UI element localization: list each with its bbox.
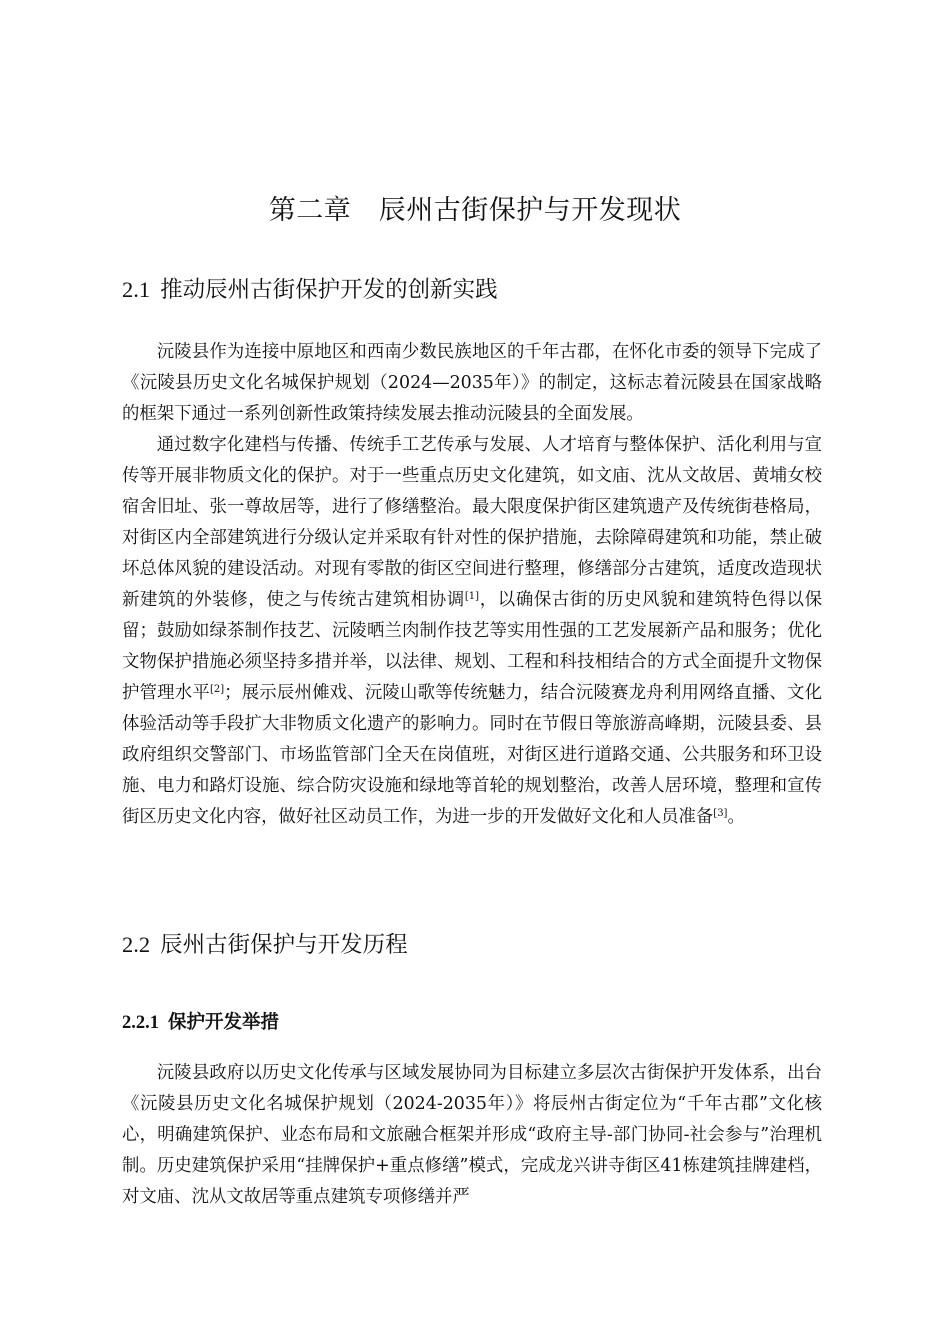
- citation-2: [2]: [209, 684, 225, 695]
- section-2-2-heading: [122, 927, 408, 959]
- subsection-2-2-1-title: 保护开发举措: [168, 1012, 280, 1033]
- paragraph-2-text-d: 。: [727, 807, 745, 827]
- paragraph-2-text-a: 通过数字化建档与传播、传统手工艺传承与发展、人才培育与整体保护、活化利用与宣传等开展非物质文化的保护。对于一些重点历史文化建筑，如文庙、沈从文故居、黄埔女校宿舍旧址、张一尊故居等，进行了修缮整治。最大限度保护街区建筑遗产及传统街巷格局，对街区内全部建筑进行分级认定并采取有针对性的保护措施，去除障碍建筑和功能，禁止破坏总体风貌的建设活动。对现有零散的街区空间进行整理，修缮部分古建筑，适度改造现状新建筑的外装修，使之与传统古建筑相协调: [122, 435, 822, 610]
- subsection-2-2-1-number: 2.2.1: [122, 1013, 159, 1033]
- paragraph-2-text-c: ；展示辰州傩戏、沅陵山歌等传统魅力，结合沅陵赛龙舟利用网络直播、文化体验活动等手段扩大非物质文化遗产的影响力。同时在节假日等旅游高峰期，沅陵县委、县政府组织交警部门、市场监管部门全天在岗值班，对街区进行道路交通、公共服务和环卫设施、电力和路灯设施、综合防灾设施和绿地等首轮的规划整治，改善人居环境，整理和宣传街区历史文化内容，做好社区动员工作，为进一步的开发做好文化和人员准备: [122, 683, 822, 827]
- section-2-2-number: 2.2: [122, 932, 151, 957]
- section-2-1-heading: [122, 272, 498, 304]
- section-2-1-title: 推动辰州古街保护开发的创新实践: [160, 277, 498, 303]
- citation-3: [3]: [713, 808, 728, 819]
- citation-1: [1]: [464, 591, 480, 602]
- section-2-2-title: 辰州古街保护与开发历程: [160, 932, 408, 958]
- section-2-1-number: 2.1: [122, 277, 151, 302]
- section-2-1-paragraph-1: 沅陵县作为连接中原地区和西南少数民族地区的千年古郡，在怀化市委的领导下完成了《沅陵县历史文化名城保护规划（2024—2035年）》的制定，这标志着沅陵县在国家战略的框架下通过一系列创新性政策持续发展去推动沅陵县的全面发展。: [122, 342, 822, 424]
- subsection-2-2-1-paragraph-1: 沅陵县政府以历史文化传承与区域发展协同为目标建立多层次古街保护开发体系，出台《沅陵县历史文化名城保护规划（2024-2035年）》将辰州古街定位为“千年古郡”文化核心，明确建筑保护、业态布局和文旅融合框架并形成“政府主导-部门协同-社会参与”治理机制。历史建筑保护采用“挂牌保护+重点修缮”模式，完成龙兴讲寺街区41栋建筑挂牌建档，对文庙、沈从文故居等重点建筑专项修缮并严: [122, 1063, 822, 1207]
- paragraph-2-text-b: ，以确保古街的历史风貌和建筑特色得以保留；鼓励如绿茶制作技艺、沅陵晒兰肉制作技艺等实用性强的工艺发展新产品和服务；优化文物保护措施必须坚持多措并举，以法律、规划、工程和科技相结合的方式全面提升文物保护管理水平: [122, 590, 822, 703]
- subsection-2-2-1-heading: [122, 1008, 279, 1034]
- section-2-1-paragraph-2: [122, 430, 822, 833]
- chapter-title: 第二章 辰州古街保护与开发现状: [268, 195, 682, 226]
